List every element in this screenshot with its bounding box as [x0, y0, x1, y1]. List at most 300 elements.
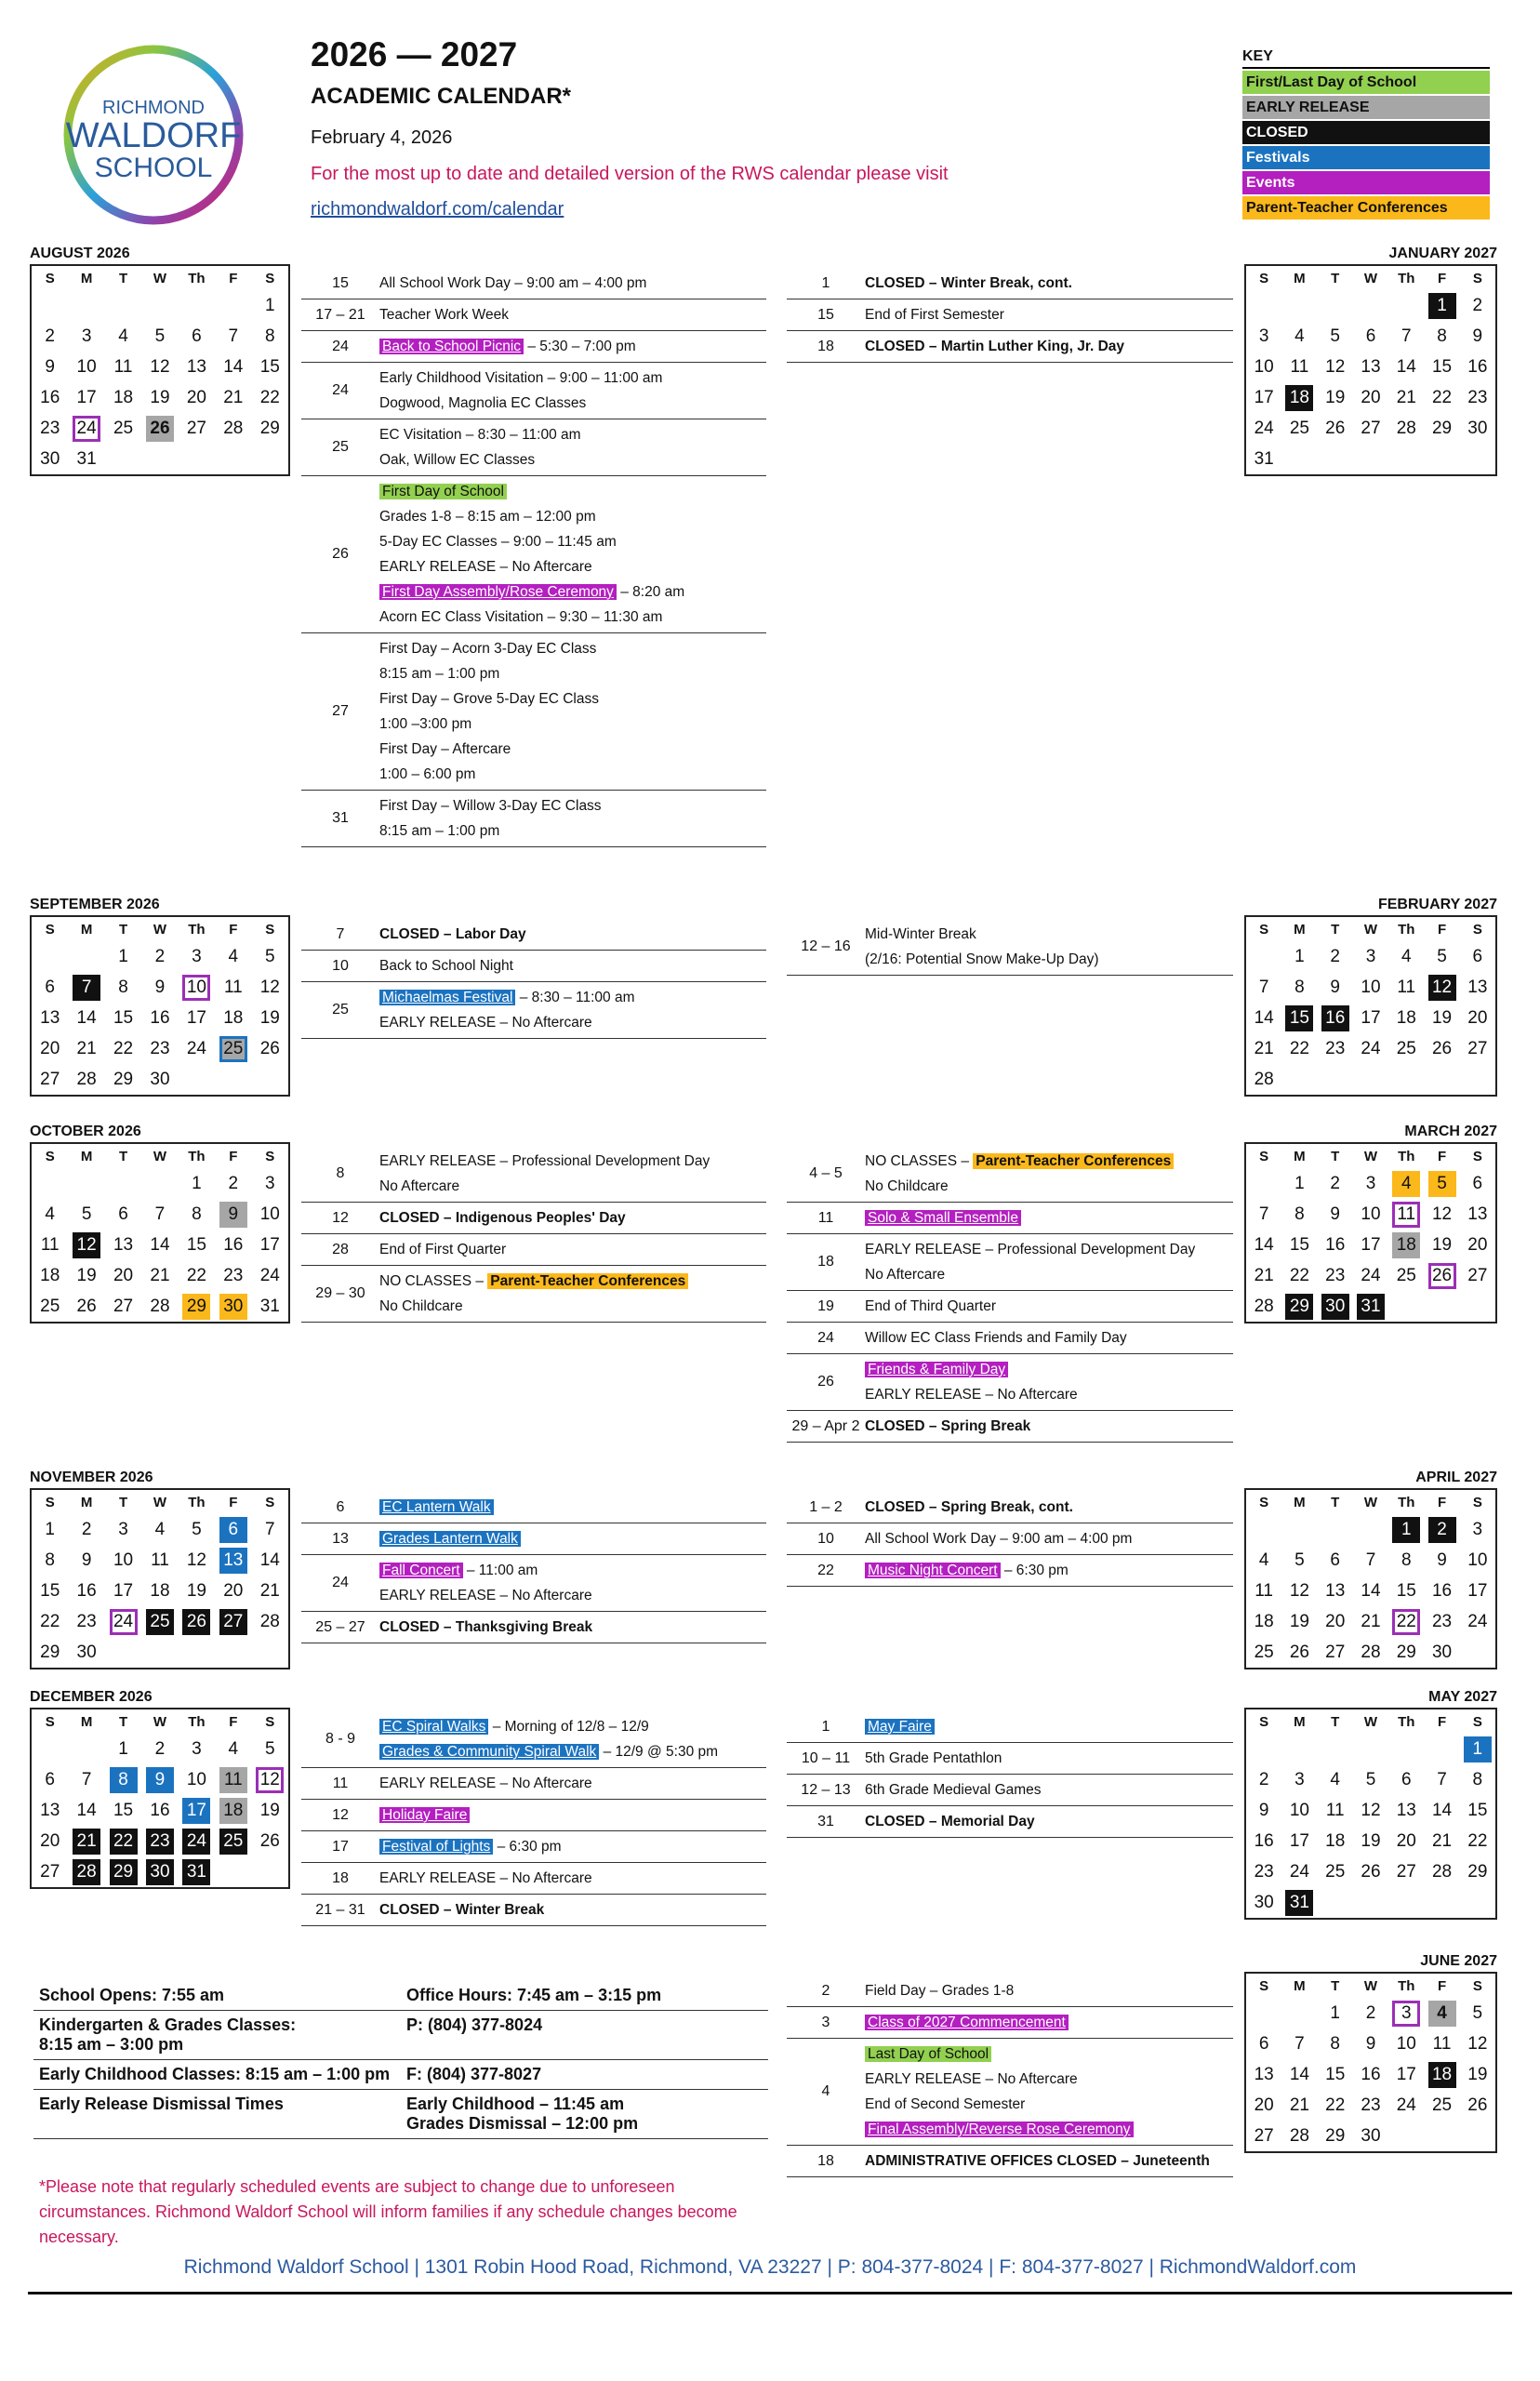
event-text: EC Visitation – 8:30 – 11:00 am [379, 427, 581, 443]
event-date: 10 [817, 1530, 834, 1547]
calendar-day: 27 [1254, 2125, 1274, 2146]
key-item: First/Last Day of School [1242, 71, 1490, 94]
calendar-day: 11 [223, 977, 243, 997]
event-row [301, 919, 766, 951]
calendar-day [1353, 444, 1388, 474]
calendar-day: 20 [40, 1038, 60, 1058]
calendar-link[interactable]: richmondwaldorf.com/calendar [311, 199, 564, 219]
calendar-day: 27 [113, 1296, 134, 1316]
calendar-day: 27 [40, 1861, 60, 1882]
event-date: 25 – 27 [315, 1618, 365, 1635]
calendar-day: 9 [45, 356, 55, 377]
calendar-day: 14 [1254, 1234, 1274, 1255]
calendar-day: 24 [1467, 1611, 1488, 1631]
calendar-day [1281, 1064, 1317, 1095]
calendar-day: 15 [259, 356, 280, 377]
calendar-day: 21 [223, 387, 244, 407]
weekday-header: T [1331, 1148, 1340, 1164]
calendar-day: 5 [192, 1519, 202, 1539]
calendar-day: 28 [1396, 418, 1416, 438]
weekday-header: F [1437, 921, 1447, 938]
month-title: JUNE 2027 [1420, 1953, 1497, 1969]
calendar-day: 24 [1289, 1861, 1309, 1882]
calendar-day: 19 [259, 1007, 280, 1028]
weekday-header: S [1472, 270, 1482, 286]
calendar-day: 18 [215, 1795, 251, 1826]
event-date: 8 - 9 [325, 1731, 355, 1747]
event-row [301, 476, 766, 633]
calendar-day: 30 [1467, 418, 1488, 438]
calendar-day: 22 [113, 1038, 134, 1058]
calendar-day: 27 [215, 1606, 251, 1637]
weekday-header: W [153, 1148, 167, 1164]
calendar-day: 14 [259, 1550, 280, 1570]
weekday-header: Th [1398, 1494, 1415, 1510]
calendar-day: 26 [1325, 418, 1346, 438]
calendar-day: 9 [1365, 2033, 1376, 2054]
calendar-day [1281, 1734, 1317, 1764]
weekday-header: T [1331, 1977, 1340, 1994]
event-text: Friends & Family Day [865, 1362, 1008, 1377]
weekday-header: S [265, 1713, 275, 1730]
weekday-header: S [265, 270, 275, 286]
event-row [301, 1895, 766, 1926]
calendar-day: 16 [223, 1234, 244, 1255]
calendar-day: 31 [1254, 448, 1274, 469]
calendar-day: 22 [1431, 387, 1453, 407]
school-info [33, 1981, 768, 2139]
event-date: 24 [332, 382, 349, 398]
event-date: 1 – 2 [809, 1498, 843, 1515]
calendar-day: 21 [259, 1580, 280, 1601]
weekday-header: S [45, 921, 55, 938]
calendar-day: 3 [1258, 326, 1269, 346]
calendar-day: 1 [1388, 1514, 1424, 1545]
calendar-day: 8 [1294, 977, 1305, 997]
event-date: 4 [821, 2083, 830, 2099]
calendar-day: 3 [1294, 1769, 1305, 1789]
calendar-day: 23 [150, 1038, 170, 1058]
event-text: – 11:00 am [462, 1563, 538, 1578]
event-text: First Day of School [379, 484, 507, 499]
calendar-day: 30 [150, 1069, 170, 1089]
weekday-header: M [1294, 270, 1306, 286]
event-date: 17 [332, 1838, 349, 1855]
weekday-header: T [1331, 1494, 1340, 1510]
event-text: 5-Day EC Classes – 9:00 – 11:45 am [379, 534, 617, 550]
calendar-day: 17 [259, 1234, 280, 1255]
event-date: 27 [332, 703, 349, 719]
calendar-day: 25 [1325, 1861, 1346, 1882]
calendar-day: 25 [113, 418, 134, 438]
calendar-day: 31 [259, 1296, 280, 1316]
calendar-day: 21 [1431, 1830, 1453, 1851]
calendar-day: 7 [1258, 977, 1269, 997]
calendar-day: 15 [113, 1800, 134, 1820]
calendar-day: 28 [68, 1856, 104, 1887]
calendar-day: 29 [40, 1642, 60, 1662]
calendar-day [215, 1064, 251, 1095]
weekday-header: W [1363, 1713, 1378, 1730]
weekday-header: Th [188, 270, 206, 286]
calendar-day: 28 [259, 1611, 280, 1631]
calendar-day: 16 [1467, 356, 1488, 377]
calendar-day: 13 [1396, 1800, 1416, 1820]
calendar-day: 24 [259, 1265, 280, 1285]
calendar-day: 1 [192, 1173, 202, 1193]
calendar-day [1318, 444, 1353, 474]
calendar-day: 3 [1472, 1519, 1483, 1539]
month-title: MARCH 2027 [1404, 1124, 1497, 1139]
event-text: – 6:30 pm [1000, 1563, 1069, 1578]
event-date: 21 – 31 [315, 1901, 365, 1918]
calendar-day: 20 [1361, 387, 1381, 407]
calendar-day: 2 [154, 1738, 166, 1759]
calendar-day: 21 [68, 1826, 104, 1856]
calendar-day [1460, 1887, 1495, 1918]
event-row [787, 1806, 1233, 1838]
calendar-day: 19 [186, 1580, 206, 1601]
calendar-day: 28 [1254, 1069, 1274, 1089]
event-text: Solo & Small Ensemble [865, 1210, 1021, 1226]
calendar-day: 16 [1318, 1003, 1353, 1033]
calendar-day: 23 [76, 1611, 97, 1631]
calendar-day: 26 [179, 1606, 215, 1637]
calendar-day: 26 [1467, 2095, 1488, 2115]
calendar-day: 11 [1388, 1199, 1424, 1230]
calendar-day: 3 [264, 1173, 275, 1193]
calendar-day: 3 [1388, 1998, 1424, 2029]
event-row [787, 1492, 1233, 1523]
calendar-day: 2 [1424, 1514, 1459, 1545]
calendar-day: 7 [1401, 326, 1412, 346]
calendar-day: 22 [1289, 1265, 1309, 1285]
calendar-day: 4 [1294, 326, 1305, 346]
calendar-day: 18 [1424, 2059, 1459, 2090]
weekday-header: S [1259, 270, 1269, 286]
logo-text-bottom: SCHOOL [94, 153, 213, 183]
calendar-day: 13 [186, 356, 206, 377]
event-row [787, 1411, 1233, 1443]
event-text: – 5:30 – 7:00 pm [524, 339, 636, 354]
calendar-day [1424, 444, 1459, 474]
calendar-day: 5 [1294, 1550, 1305, 1570]
event-date: 26 [817, 1374, 834, 1390]
calendar-day: 16 [76, 1580, 97, 1601]
calendar-day: 6 [1365, 326, 1376, 346]
weekday-header: W [153, 1713, 167, 1730]
event-row [301, 1768, 766, 1800]
weekday-header: F [1437, 1977, 1447, 1994]
calendar-day: 26 [1431, 1038, 1453, 1058]
info-left: Kindergarten & Grades Classes: 8:15 am – 3:00 pm [39, 2015, 297, 2054]
calendar-day: 28 [1431, 1861, 1453, 1882]
calendar-day: 11 [113, 356, 133, 377]
calendar-day: 12 [68, 1230, 104, 1260]
calendar-day [141, 1637, 178, 1668]
weekday-header: T [118, 1494, 128, 1510]
info-row [33, 1981, 768, 2011]
calendar-day: 16 [40, 387, 60, 407]
weekday-header: S [1472, 1713, 1482, 1730]
calendar-day: 11 [1255, 1580, 1273, 1601]
calendar-day [1460, 444, 1495, 474]
events-nov [301, 1492, 766, 1643]
calendar-day: 13 [1361, 356, 1381, 377]
calendar-day: 27 [1467, 1038, 1488, 1058]
calendar-day: 25 [1431, 2095, 1453, 2115]
calendar-day: 14 [1396, 356, 1416, 377]
event-date: 24 [332, 1575, 349, 1590]
calendar-day [1281, 1514, 1317, 1545]
calendar-day: 7 [1365, 1550, 1376, 1570]
calendar-day: 12 [1289, 1580, 1309, 1601]
calendar-day: 9 [1330, 1204, 1340, 1224]
calendar-day: 9 [1258, 1800, 1269, 1820]
event-text: Class of 2027 Commencement [865, 2015, 1069, 2030]
calendar-day: 2 [228, 1173, 239, 1193]
event-row [301, 1234, 766, 1266]
calendar-day [1388, 2121, 1424, 2151]
calendar-day: 19 [76, 1265, 97, 1285]
event-date: 18 [817, 338, 834, 354]
footer-rule [28, 2292, 1512, 2295]
calendar-day: 4 [228, 1738, 239, 1759]
event-row [787, 268, 1233, 299]
calendar-day: 23 [1254, 1861, 1274, 1882]
calendar-day: 6 [118, 1204, 128, 1224]
weekday-header: F [229, 1148, 238, 1164]
event-text: No Childcare [379, 1298, 463, 1314]
calendar-day: 30 [76, 1642, 97, 1662]
event-text: End of Second Semester [865, 2096, 1026, 2112]
calendar-day: 21 [1254, 1038, 1274, 1058]
month-title: FEBRUARY 2027 [1377, 897, 1497, 912]
calendar-day [1388, 1887, 1424, 1918]
calendar-day [68, 941, 104, 972]
event-text: Music Night Concert [865, 1563, 1001, 1578]
calendar-day: 21 [1361, 1611, 1381, 1631]
calendar-day: 12 [259, 977, 280, 997]
calendar-day: 27 [1361, 418, 1381, 438]
calendar-day: 22 [1289, 1038, 1309, 1058]
calendar-day: 5 [1365, 1769, 1376, 1789]
event-date: 15 [332, 274, 349, 291]
event-row [787, 2146, 1233, 2177]
calendar-day: 9 [141, 1764, 178, 1795]
event-row [301, 1612, 766, 1643]
calendar-day: 20 [186, 387, 206, 407]
event-text: 1:00 – 6:00 pm [379, 766, 476, 782]
calendar-day: 15 [1281, 1003, 1317, 1033]
calendar-day: 17 [113, 1580, 134, 1601]
calendar-day [179, 1637, 215, 1668]
month-aug [30, 244, 290, 476]
calendar-day [1318, 1734, 1353, 1764]
calendar-day: 1 [1460, 1734, 1495, 1764]
weekday-header: S [1259, 1713, 1269, 1730]
info-row [33, 2060, 768, 2090]
calendar-day [1424, 1734, 1459, 1764]
weekday-header: S [1259, 1494, 1269, 1510]
calendar-day: 13 [1467, 977, 1488, 997]
calendar-day: 19 [1325, 387, 1346, 407]
calendar-day: 13 [1254, 2064, 1274, 2084]
weekday-header: M [80, 921, 93, 938]
calendar-day [105, 444, 141, 474]
weekday-header: W [1363, 1977, 1378, 1994]
event-date: 2 [821, 1982, 830, 1999]
calendar-day: 17 [179, 1795, 215, 1826]
calendar-day: 3 [81, 326, 92, 346]
month-jun [1244, 1951, 1497, 2153]
calendar-day: 19 [1431, 1234, 1453, 1255]
event-date: 29 – 30 [315, 1285, 365, 1301]
color-key [1242, 47, 1490, 219]
weekday-header: S [1472, 1977, 1482, 1994]
calendar-day: 23 [1325, 1038, 1346, 1058]
calendar-day: 21 [1254, 1265, 1274, 1285]
event-text: Early Childhood Visitation – 9:00 – 11:00 am [379, 370, 663, 386]
calendar-day: 14 [223, 356, 244, 377]
calendar-day [1281, 290, 1317, 321]
calendar-day: 14 [1254, 1007, 1274, 1028]
event-row [301, 419, 766, 476]
event-row [787, 1743, 1233, 1775]
calendar-day: 28 [1361, 1642, 1381, 1662]
calendar-day: 6 [1258, 2033, 1269, 2054]
weekday-header: M [1294, 1494, 1306, 1510]
event-date: 11 [817, 1209, 834, 1226]
calendar-day: 29 [1281, 1291, 1317, 1322]
calendar-day: 16 [1431, 1580, 1453, 1601]
event-row [787, 299, 1233, 331]
calendar-day: 10 [1254, 356, 1274, 377]
calendar-day: 5 [81, 1204, 92, 1224]
event-text: EARLY RELEASE – No Aftercare [379, 1870, 592, 1886]
event-text: 1:00 –3:00 pm [379, 716, 472, 732]
event-row [301, 1146, 766, 1203]
weekday-header: M [1294, 1977, 1306, 1994]
event-text: Parent-Teacher Conferences [487, 1273, 688, 1289]
calendar-year: 2026 — 2027 [311, 35, 518, 73]
event-row [301, 1711, 766, 1768]
event-text: EC Spiral Walks [379, 1719, 488, 1735]
calendar-day [68, 1168, 104, 1199]
calendar-day: 10 [113, 1550, 134, 1570]
calendar-day: 11 [40, 1234, 60, 1255]
info-right: F: (804) 377-8027 [406, 2065, 542, 2083]
event-date: 6 [336, 1498, 345, 1515]
calendar-day: 12 [252, 1764, 288, 1795]
events-mar [787, 1146, 1233, 1443]
weekday-header: M [1294, 921, 1306, 938]
calendar-day: 1 [1294, 946, 1305, 966]
calendar-date: February 4, 2026 [311, 127, 453, 148]
calendar-day: 3 [118, 1519, 128, 1539]
calendar-day: 31 [1353, 1291, 1388, 1322]
disclaimer: *Please note that regularly scheduled events are subject to change due to unforeseen circumstances. Richmond Waldorf School will inform families if any schedule changes become necessary. [39, 2177, 737, 2246]
calendar-day: 3 [192, 946, 202, 966]
calendar-day: 9 [81, 1550, 92, 1570]
calendar-day: 29 [259, 418, 280, 438]
event-row [301, 268, 766, 299]
weekday-header: F [229, 1494, 238, 1510]
event-date: 26 [332, 546, 349, 562]
event-row [301, 363, 766, 419]
calendar-day: 17 [1361, 1234, 1381, 1255]
calendar-day: 4 [1388, 1168, 1424, 1199]
calendar-day: 7 [68, 972, 104, 1003]
calendar-day [32, 290, 68, 321]
calendar-day: 24 [186, 1038, 206, 1058]
event-row [301, 331, 766, 363]
calendar-day: 27 [1325, 1642, 1346, 1662]
weekday-header: F [1437, 1494, 1447, 1510]
calendar-day: 17 [76, 387, 97, 407]
event-date: 24 [817, 1329, 834, 1346]
event-date: 12 – 13 [801, 1781, 851, 1798]
calendar-day: 19 [1361, 1830, 1381, 1851]
event-row [301, 951, 766, 982]
event-text: End of Third Quarter [865, 1298, 997, 1314]
calendar-day: 21 [150, 1265, 170, 1285]
event-text: CLOSED – Indigenous Peoples' Day [379, 1210, 626, 1226]
calendar-day: 15 [1396, 1580, 1416, 1601]
weekday-header: Th [1398, 1713, 1415, 1730]
month-title: MAY 2027 [1428, 1689, 1497, 1705]
event-row [301, 1266, 766, 1323]
event-text: Grades & Community Spiral Walk [379, 1744, 599, 1760]
calendar-day [215, 1637, 251, 1668]
info-row [33, 2090, 768, 2139]
month-title: JANUARY 2027 [1388, 246, 1497, 261]
calendar-day [1460, 1291, 1495, 1322]
calendar-day [1388, 1064, 1424, 1095]
event-text: Final Assembly/Reverse Rose Ceremony [865, 2122, 1134, 2137]
calendar-day: 9 [1437, 1550, 1447, 1570]
calendar-day: 7 [264, 1519, 275, 1539]
calendar-day: 16 [1254, 1830, 1274, 1851]
event-text: 6th Grade Medieval Games [865, 1782, 1042, 1798]
calendar-day: 2 [1330, 1173, 1340, 1193]
calendar-day [1353, 1734, 1388, 1764]
calendar-day: 16 [1325, 1234, 1346, 1255]
logo-text-top: RICHMOND [102, 98, 205, 118]
calendar-day: 18 [113, 387, 134, 407]
event-text: Fall Concert [379, 1563, 463, 1578]
weekday-header: Th [188, 921, 206, 938]
event-row [301, 1555, 766, 1612]
event-date: 24 [332, 338, 349, 354]
calendar-day: 1 [118, 1738, 128, 1759]
calendar-day: 28 [76, 1069, 97, 1089]
calendar-day [1460, 1064, 1495, 1095]
event-date: 17 – 21 [315, 306, 365, 323]
calendar-day: 30 [1254, 1892, 1274, 1912]
calendar-day [105, 290, 141, 321]
weekday-header: Th [188, 1148, 206, 1164]
event-date: 11 [332, 1775, 349, 1791]
calendar-day [32, 1168, 68, 1199]
calendar-day: 22 [1388, 1606, 1424, 1637]
event-text: – Morning of 12/8 – 12/9 [488, 1719, 649, 1735]
calendar-day: 20 [1254, 2095, 1274, 2115]
calendar-day: 2 [45, 326, 55, 346]
weekday-header: Th [1398, 921, 1415, 938]
calendar-day: 29 [1467, 1861, 1488, 1882]
calendar-day [252, 1637, 288, 1668]
